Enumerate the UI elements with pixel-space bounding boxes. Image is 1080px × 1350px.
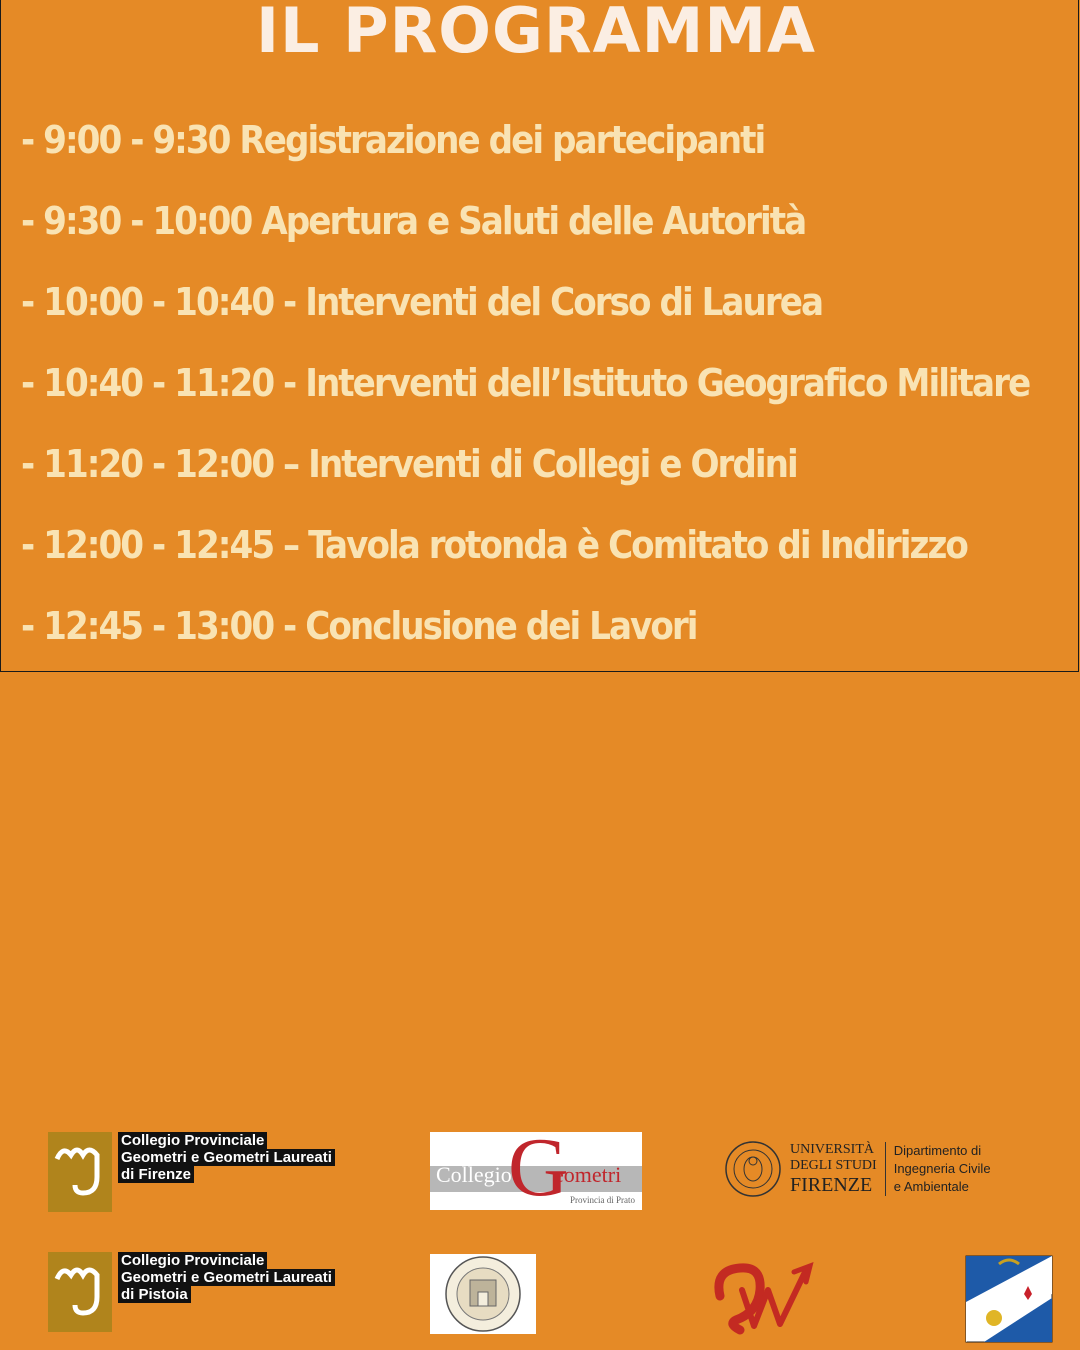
- pistoia-line-2: Geometri e Geometri Laureati: [118, 1269, 335, 1286]
- firenze-line-1: Collegio Provinciale: [118, 1132, 267, 1149]
- prato-subtitle: Provincia di Prato: [570, 1195, 635, 1205]
- schedule-item-4: - 10:40 - 11:20 - Interventi dell’Istituto Geografico Militare: [21, 361, 1030, 405]
- unifi-logo: [724, 1140, 991, 1198]
- schedule-item-7: - 12:45 - 13:00 - Conclusione dei Lavori: [21, 604, 697, 648]
- unifi-seal-icon: [724, 1140, 782, 1198]
- firenze-line-3: di Firenze: [118, 1166, 194, 1183]
- prato-g-letter: G: [508, 1121, 569, 1214]
- unifi-dept-2: Ingegneria Civile: [893, 1161, 991, 1176]
- pistoia-line-3: di Pistoia: [118, 1286, 191, 1303]
- prato-collegio-text: Collegio: [436, 1162, 512, 1187]
- schedule-item-6: - 12:00 - 12:45 – Tavola rotonda è Comitato di Indirizzo: [21, 523, 967, 567]
- collegio-arezzo-seal-icon: [430, 1254, 536, 1334]
- program-box: [0, 0, 1079, 672]
- prato-eometri-text: eometri: [554, 1162, 622, 1187]
- cg-mark-icon: [48, 1132, 112, 1212]
- unifi-dept-1: Dipartimento di: [893, 1143, 982, 1158]
- collegio-pistoia-logo: [48, 1252, 335, 1332]
- regional-crest-icon: [964, 1254, 1054, 1344]
- unifi-line-2: DEGLI STUDI: [790, 1158, 877, 1173]
- collegio-firenze-logo: [48, 1132, 335, 1212]
- red-brush-logo-icon: [710, 1260, 816, 1342]
- unifi-line-3: FIRENZE: [790, 1174, 873, 1196]
- collegio-prato-logo: [430, 1121, 642, 1214]
- schedule-item-2: - 9:30 - 10:00 Apertura e Saluti delle Autorità: [21, 199, 806, 243]
- schedule-item-1: - 9:00 - 9:30 Registrazione dei partecipanti: [21, 118, 765, 162]
- page-title: IL PROGRAMMA: [255, 0, 817, 67]
- unifi-dept-3: e Ambientale: [893, 1179, 969, 1194]
- schedule-item-3: - 10:00 - 10:40 - Interventi del Corso di Laurea: [21, 280, 823, 324]
- pistoia-line-1: Collegio Provinciale: [118, 1252, 267, 1269]
- unifi-line-1: UNIVERSITÀ: [790, 1142, 874, 1157]
- schedule-item-5: - 11:20 - 12:00 – Interventi di Collegi e Ordini: [21, 442, 797, 486]
- cg-mark-icon: [48, 1252, 112, 1332]
- firenze-line-2: Geometri e Geometri Laureati: [118, 1149, 335, 1166]
